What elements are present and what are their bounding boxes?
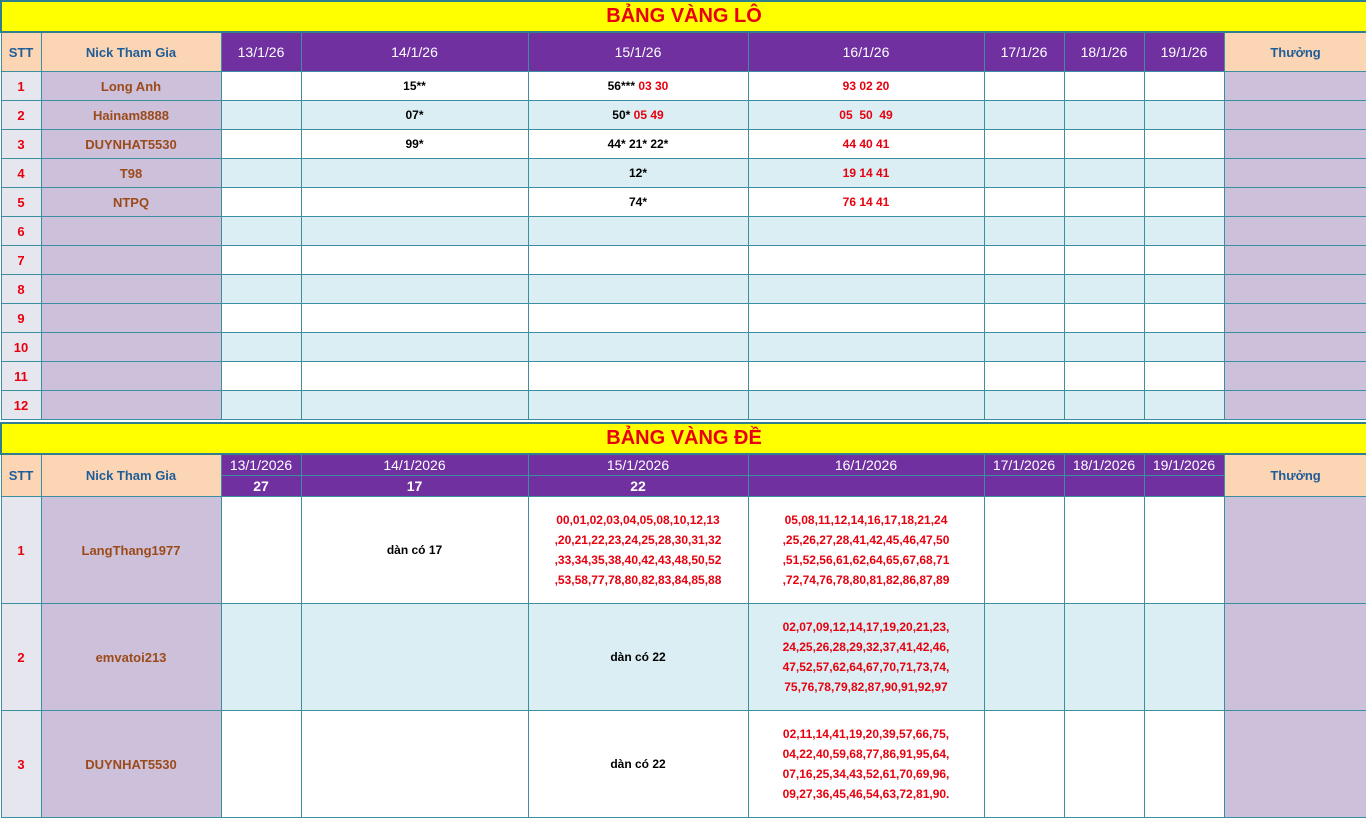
cell-16-1 bbox=[748, 304, 984, 333]
cell-14-1: 07* bbox=[301, 101, 528, 130]
de-date-header: 19/1/2026 bbox=[1144, 454, 1224, 476]
pick-red: 03 30 bbox=[638, 79, 669, 93]
row-number: 10 bbox=[1, 333, 41, 362]
cell-14-1 bbox=[301, 304, 528, 333]
de-date-header: 16/1/2026 bbox=[748, 454, 984, 476]
pick-black: 44* 21* 22* bbox=[607, 137, 669, 151]
prize-cell bbox=[1224, 711, 1366, 818]
cell-16-1 bbox=[748, 217, 984, 246]
cell-16-1 bbox=[748, 711, 984, 818]
cell-16-1: 05 50 49 bbox=[748, 101, 984, 130]
de-prize-header: Thưởng bbox=[1224, 454, 1366, 497]
de-result bbox=[748, 476, 984, 497]
cell-15-1 bbox=[528, 275, 748, 304]
pick-red: 05 49 bbox=[633, 108, 664, 122]
row-number: 2 bbox=[1, 604, 41, 711]
row-number: 8 bbox=[1, 275, 41, 304]
prize-cell bbox=[1224, 362, 1366, 391]
row-number: 4 bbox=[1, 159, 41, 188]
cell-19-1 bbox=[1144, 101, 1224, 130]
cell-13-1 bbox=[221, 72, 301, 101]
cell-13-1 bbox=[221, 333, 301, 362]
lo-date-header: 19/1/26 bbox=[1144, 32, 1224, 72]
cell-18-1 bbox=[1064, 604, 1144, 711]
number-line: 00,01,02,03,04,05,08,10,12,13 bbox=[556, 513, 720, 527]
cell-14-1 bbox=[301, 246, 528, 275]
cell-19-1 bbox=[1144, 604, 1224, 711]
cell-19-1 bbox=[1144, 362, 1224, 391]
number-line: 05,08,11,12,14,16,17,18,21,24 bbox=[784, 513, 948, 527]
lo-table-row bbox=[1, 391, 1366, 420]
cell-15-1 bbox=[528, 217, 748, 246]
number-line: ,25,26,27,28,41,42,45,46,47,50 bbox=[782, 533, 950, 547]
cell-15-1 bbox=[528, 304, 748, 333]
cell-18-1 bbox=[1064, 497, 1144, 604]
cell-17-1 bbox=[984, 188, 1064, 217]
prize-cell bbox=[1224, 217, 1366, 246]
cell-13-1 bbox=[221, 711, 301, 818]
cell-16-1 bbox=[748, 362, 984, 391]
cell-16-1 bbox=[748, 604, 984, 711]
number-line: 07,16,25,34,43,52,61,70,69,96, bbox=[782, 767, 950, 781]
de-table-row bbox=[1, 711, 1366, 818]
cell-15-1 bbox=[528, 497, 748, 604]
cell-14-1: dàn có 17 bbox=[301, 497, 528, 604]
cell-13-1 bbox=[221, 362, 301, 391]
row-number: 1 bbox=[1, 72, 41, 101]
number-line: ,51,52,56,61,62,64,65,67,68,71 bbox=[782, 553, 950, 567]
cell-18-1 bbox=[1064, 101, 1144, 130]
cell-19-1 bbox=[1144, 333, 1224, 362]
de-date-header: 13/1/2026 bbox=[221, 454, 301, 476]
lo-table-row bbox=[1, 188, 1366, 217]
row-number: 7 bbox=[1, 246, 41, 275]
de-stt-header: STT bbox=[1, 454, 41, 497]
cell-15-1 bbox=[528, 246, 748, 275]
cell-14-1 bbox=[301, 391, 528, 420]
number-line: 75,76,78,79,82,87,90,91,92,97 bbox=[784, 680, 948, 694]
nick-name: DUYNHAT5530 bbox=[41, 130, 221, 159]
cell-13-1 bbox=[221, 130, 301, 159]
cell-15-1 bbox=[528, 101, 748, 130]
cell-14-1 bbox=[301, 333, 528, 362]
nick-name bbox=[41, 391, 221, 420]
cell-16-1 bbox=[748, 275, 984, 304]
lo-date-header: 13/1/26 bbox=[221, 32, 301, 72]
number-line: 04,22,40,59,68,77,86,91,95,64, bbox=[782, 747, 950, 761]
row-number: 3 bbox=[1, 130, 41, 159]
cell-19-1 bbox=[1144, 711, 1224, 818]
row-number: 9 bbox=[1, 304, 41, 333]
cell-17-1 bbox=[984, 101, 1064, 130]
pick-black: 56*** bbox=[607, 79, 635, 93]
prize-cell bbox=[1224, 604, 1366, 711]
de-result: 22 bbox=[528, 476, 748, 497]
de-result bbox=[1064, 476, 1144, 497]
nick-name: T98 bbox=[41, 159, 221, 188]
lo-date-header: 18/1/26 bbox=[1064, 32, 1144, 72]
de-table-row bbox=[1, 497, 1366, 604]
prize-cell bbox=[1224, 304, 1366, 333]
prize-cell bbox=[1224, 188, 1366, 217]
number-line: 24,25,26,28,29,32,37,41,42,46, bbox=[782, 640, 950, 654]
pick-black: 74* bbox=[628, 195, 648, 209]
cell-17-1 bbox=[984, 711, 1064, 818]
prize-cell bbox=[1224, 391, 1366, 420]
number-line: 47,52,57,62,64,67,70,71,73,74, bbox=[782, 660, 950, 674]
prize-cell bbox=[1224, 130, 1366, 159]
cell-17-1 bbox=[984, 72, 1064, 101]
cell-14-1 bbox=[301, 159, 528, 188]
cell-19-1 bbox=[1144, 217, 1224, 246]
nick-name bbox=[41, 304, 221, 333]
cell-13-1 bbox=[221, 604, 301, 711]
cell-18-1 bbox=[1064, 130, 1144, 159]
de-date-header: 18/1/2026 bbox=[1064, 454, 1144, 476]
cell-19-1 bbox=[1144, 497, 1224, 604]
lo-table-row bbox=[1, 333, 1366, 362]
cell-14-1 bbox=[301, 275, 528, 304]
cell-15-1 bbox=[528, 711, 748, 818]
lo-table-row bbox=[1, 159, 1366, 188]
cell-16-1 bbox=[748, 497, 984, 604]
nick-name bbox=[41, 333, 221, 362]
cell-14-1 bbox=[301, 362, 528, 391]
number-line: 09,27,36,45,46,54,63,72,81,90. bbox=[782, 787, 950, 801]
cell-18-1 bbox=[1064, 362, 1144, 391]
de-result bbox=[1144, 476, 1224, 497]
nick-name: Hainam8888 bbox=[41, 101, 221, 130]
cell-17-1 bbox=[984, 246, 1064, 275]
prize-cell bbox=[1224, 246, 1366, 275]
cell-16-1 bbox=[748, 333, 984, 362]
cell-18-1 bbox=[1064, 72, 1144, 101]
lo-table-row bbox=[1, 246, 1366, 275]
number-list bbox=[529, 510, 748, 590]
cell-17-1 bbox=[984, 497, 1064, 604]
lo-table-row bbox=[1, 304, 1366, 333]
cell-19-1 bbox=[1144, 72, 1224, 101]
number-line: ,20,21,22,23,24,25,28,30,31,32 bbox=[554, 533, 722, 547]
cell-14-1: 15** bbox=[301, 72, 528, 101]
nick-name: DUYNHAT5530 bbox=[41, 711, 221, 818]
cell-19-1 bbox=[1144, 159, 1224, 188]
cell-17-1 bbox=[984, 130, 1064, 159]
cell-17-1 bbox=[984, 391, 1064, 420]
de-result bbox=[984, 476, 1064, 497]
cell-15-1 bbox=[528, 72, 748, 101]
cell-18-1 bbox=[1064, 275, 1144, 304]
cell-19-1 bbox=[1144, 188, 1224, 217]
de-result: 17 bbox=[301, 476, 528, 497]
cell-17-1 bbox=[984, 275, 1064, 304]
lo-nick-header: Nick Tham Gia bbox=[41, 32, 221, 72]
cell-15-1 bbox=[528, 362, 748, 391]
cell-13-1 bbox=[221, 101, 301, 130]
cell-16-1: 19 14 41 bbox=[748, 159, 984, 188]
nick-name: LangThang1977 bbox=[41, 497, 221, 604]
cell-18-1 bbox=[1064, 711, 1144, 818]
cell-18-1 bbox=[1064, 333, 1144, 362]
cell-19-1 bbox=[1144, 391, 1224, 420]
cell-18-1 bbox=[1064, 188, 1144, 217]
row-number: 2 bbox=[1, 101, 41, 130]
lo-date-header: 17/1/26 bbox=[984, 32, 1064, 72]
cell-19-1 bbox=[1144, 275, 1224, 304]
cell-13-1 bbox=[221, 217, 301, 246]
cell-13-1 bbox=[221, 275, 301, 304]
cell-15-1 bbox=[528, 130, 748, 159]
lo-table-row bbox=[1, 275, 1366, 304]
number-line: ,33,34,35,38,40,42,43,48,50,52 bbox=[554, 553, 722, 567]
lo-table-row bbox=[1, 217, 1366, 246]
prize-cell bbox=[1224, 159, 1366, 188]
cell-13-1 bbox=[221, 497, 301, 604]
number-list bbox=[749, 724, 984, 804]
lo-table-row bbox=[1, 101, 1366, 130]
prize-cell bbox=[1224, 72, 1366, 101]
de-date-header: 17/1/2026 bbox=[984, 454, 1064, 476]
lo-date-header: 16/1/26 bbox=[748, 32, 984, 72]
cell-14-1: 99* bbox=[301, 130, 528, 159]
pick-summary: dàn có 22 bbox=[610, 757, 666, 771]
nick-name bbox=[41, 217, 221, 246]
nick-name bbox=[41, 362, 221, 391]
cell-18-1 bbox=[1064, 246, 1144, 275]
cell-18-1 bbox=[1064, 217, 1144, 246]
number-line: 02,07,09,12,14,17,19,20,21,23, bbox=[782, 620, 950, 634]
number-list bbox=[749, 510, 984, 590]
cell-19-1 bbox=[1144, 130, 1224, 159]
lo-prize-header: Thưởng bbox=[1224, 32, 1366, 72]
cell-18-1 bbox=[1064, 159, 1144, 188]
prize-cell bbox=[1224, 333, 1366, 362]
row-number: 1 bbox=[1, 497, 41, 604]
nick-name: NTPQ bbox=[41, 188, 221, 217]
nick-name bbox=[41, 275, 221, 304]
row-number: 12 bbox=[1, 391, 41, 420]
cell-19-1 bbox=[1144, 304, 1224, 333]
number-list bbox=[749, 617, 984, 697]
nick-name bbox=[41, 246, 221, 275]
de-result: 27 bbox=[221, 476, 301, 497]
cell-18-1 bbox=[1064, 391, 1144, 420]
cell-16-1: 76 14 41 bbox=[748, 188, 984, 217]
lo-table-row bbox=[1, 130, 1366, 159]
cell-16-1 bbox=[748, 246, 984, 275]
row-number: 11 bbox=[1, 362, 41, 391]
lo-date-header: 15/1/26 bbox=[528, 32, 748, 72]
row-number: 5 bbox=[1, 188, 41, 217]
cell-16-1: 44 40 41 bbox=[748, 130, 984, 159]
pick-summary: dàn có 22 bbox=[610, 650, 666, 664]
lo-date-header: 14/1/26 bbox=[301, 32, 528, 72]
number-line: 02,11,14,41,19,20,39,57,66,75, bbox=[782, 727, 950, 741]
cell-15-1 bbox=[528, 188, 748, 217]
prize-cell bbox=[1224, 497, 1366, 604]
prize-cell bbox=[1224, 275, 1366, 304]
cell-14-1 bbox=[301, 188, 528, 217]
cell-15-1 bbox=[528, 159, 748, 188]
nick-name: emvatoi213 bbox=[41, 604, 221, 711]
cell-17-1 bbox=[984, 604, 1064, 711]
cell-19-1 bbox=[1144, 246, 1224, 275]
cell-13-1 bbox=[221, 304, 301, 333]
de-title: BẢNG VÀNG ĐỀ bbox=[1, 423, 1366, 454]
cell-17-1 bbox=[984, 159, 1064, 188]
cell-16-1: 93 02 20 bbox=[748, 72, 984, 101]
cell-17-1 bbox=[984, 217, 1064, 246]
pick-black: 50* bbox=[612, 108, 631, 122]
cell-14-1 bbox=[301, 711, 528, 818]
cell-14-1 bbox=[301, 604, 528, 711]
cell-13-1 bbox=[221, 188, 301, 217]
cell-17-1 bbox=[984, 333, 1064, 362]
row-number: 3 bbox=[1, 711, 41, 818]
lo-table-row bbox=[1, 362, 1366, 391]
cell-17-1 bbox=[984, 362, 1064, 391]
cell-15-1 bbox=[528, 333, 748, 362]
lo-stt-header: STT bbox=[1, 32, 41, 72]
de-nick-header: Nick Tham Gia bbox=[41, 454, 221, 497]
de-date-header: 15/1/2026 bbox=[528, 454, 748, 476]
cell-18-1 bbox=[1064, 304, 1144, 333]
row-number: 6 bbox=[1, 217, 41, 246]
cell-17-1 bbox=[984, 304, 1064, 333]
pick-black: 12* bbox=[628, 166, 648, 180]
prize-cell bbox=[1224, 101, 1366, 130]
cell-14-1 bbox=[301, 217, 528, 246]
cell-13-1 bbox=[221, 246, 301, 275]
cell-15-1 bbox=[528, 604, 748, 711]
nick-name: Long Anh bbox=[41, 72, 221, 101]
lo-table-row bbox=[1, 72, 1366, 101]
cell-13-1 bbox=[221, 159, 301, 188]
cell-13-1 bbox=[221, 391, 301, 420]
de-table-row bbox=[1, 604, 1366, 711]
number-line: ,72,74,76,78,80,81,82,86,87,89 bbox=[782, 573, 950, 587]
de-date-header: 14/1/2026 bbox=[301, 454, 528, 476]
cell-16-1 bbox=[748, 391, 984, 420]
cell-15-1 bbox=[528, 391, 748, 420]
number-line: ,53,58,77,78,80,82,83,84,85,88 bbox=[554, 573, 722, 587]
lo-title: BẢNG VÀNG LÔ bbox=[1, 1, 1366, 32]
